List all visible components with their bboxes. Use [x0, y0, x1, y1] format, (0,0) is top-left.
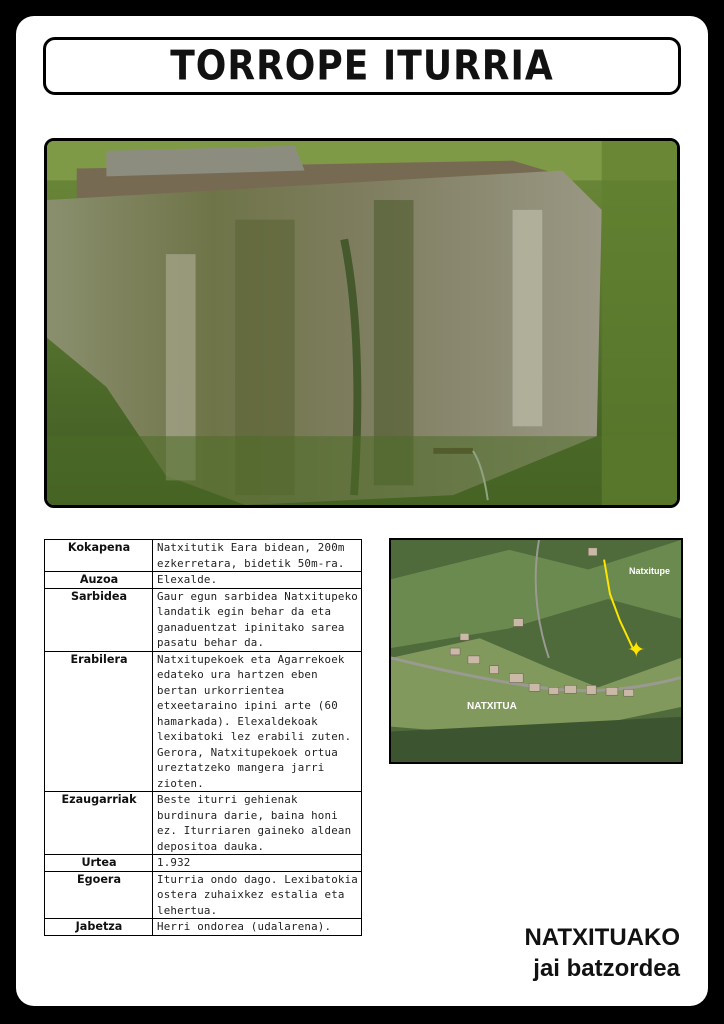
organization-name: NATXITUAKO — [524, 924, 680, 951]
location-map — [389, 538, 683, 764]
row-value: Gaur egun sarbidea Natxitupeko landatik egin behar da eta ganaduentzat ipinitako sarea pasatu behar da. — [153, 588, 362, 651]
row-value: 1.932 — [153, 855, 362, 872]
map-label-natxitupe: Natxitupe — [629, 566, 671, 576]
row-value: Beste iturri gehienak burdinura darie, baina honi ez. Iturriaren gaineko aldean depositoa dauka. — [153, 792, 362, 855]
star-marker-icon: ✦ — [627, 638, 646, 663]
row-key: Erabilera — [45, 651, 153, 792]
table-row — [45, 792, 362, 855]
row-value: Iturria ondo dago. Lexibatokia ostera zuhaixkez estalia eta lehertua. — [153, 871, 362, 919]
row-key: Ezaugarriak — [45, 792, 153, 855]
row-value: Natxitupekoek eta Agarrekoek edateko ura hartzen eben bertan urkorrientea etxeetaraino ipini arte (60 hamarkada). Elexaldekoak lexibatoki lez erabili zuten. Gerora, Natxitupekoek ortua ureztatzeko mangera jarri zioten. — [153, 651, 362, 792]
row-key: Sarbidea — [45, 588, 153, 651]
table-row — [45, 871, 362, 919]
map-label-natxitua: NATXITUA — [467, 701, 517, 712]
row-key: Jabetza — [45, 919, 153, 936]
organization-credit — [524, 922, 680, 984]
row-value: Herri ondorea (udalarena). — [153, 919, 362, 936]
table-row — [45, 855, 362, 872]
table-row — [45, 540, 362, 572]
table-row — [45, 588, 362, 651]
table-row — [45, 651, 362, 792]
row-key: Egoera — [45, 871, 153, 919]
organization-subtitle: jai batzordea — [533, 955, 680, 982]
info-table — [44, 539, 362, 936]
stone-fountain-photo — [44, 138, 680, 508]
row-key: Urtea — [45, 855, 153, 872]
title-banner — [43, 37, 681, 95]
row-key: Auzoa — [45, 572, 153, 589]
fountain-illustration — [47, 141, 677, 505]
row-key: Kokapena — [45, 540, 153, 572]
page-title: TORROPE ITURRIA — [170, 42, 554, 90]
poster-card — [16, 16, 708, 1006]
table-row — [45, 919, 362, 936]
row-value: Elexalde. — [153, 572, 362, 589]
table-row — [45, 572, 362, 589]
row-value: Natxitutik Eara bidean, 200m ezkerretara, bidetik 50m-ra. — [153, 540, 362, 572]
